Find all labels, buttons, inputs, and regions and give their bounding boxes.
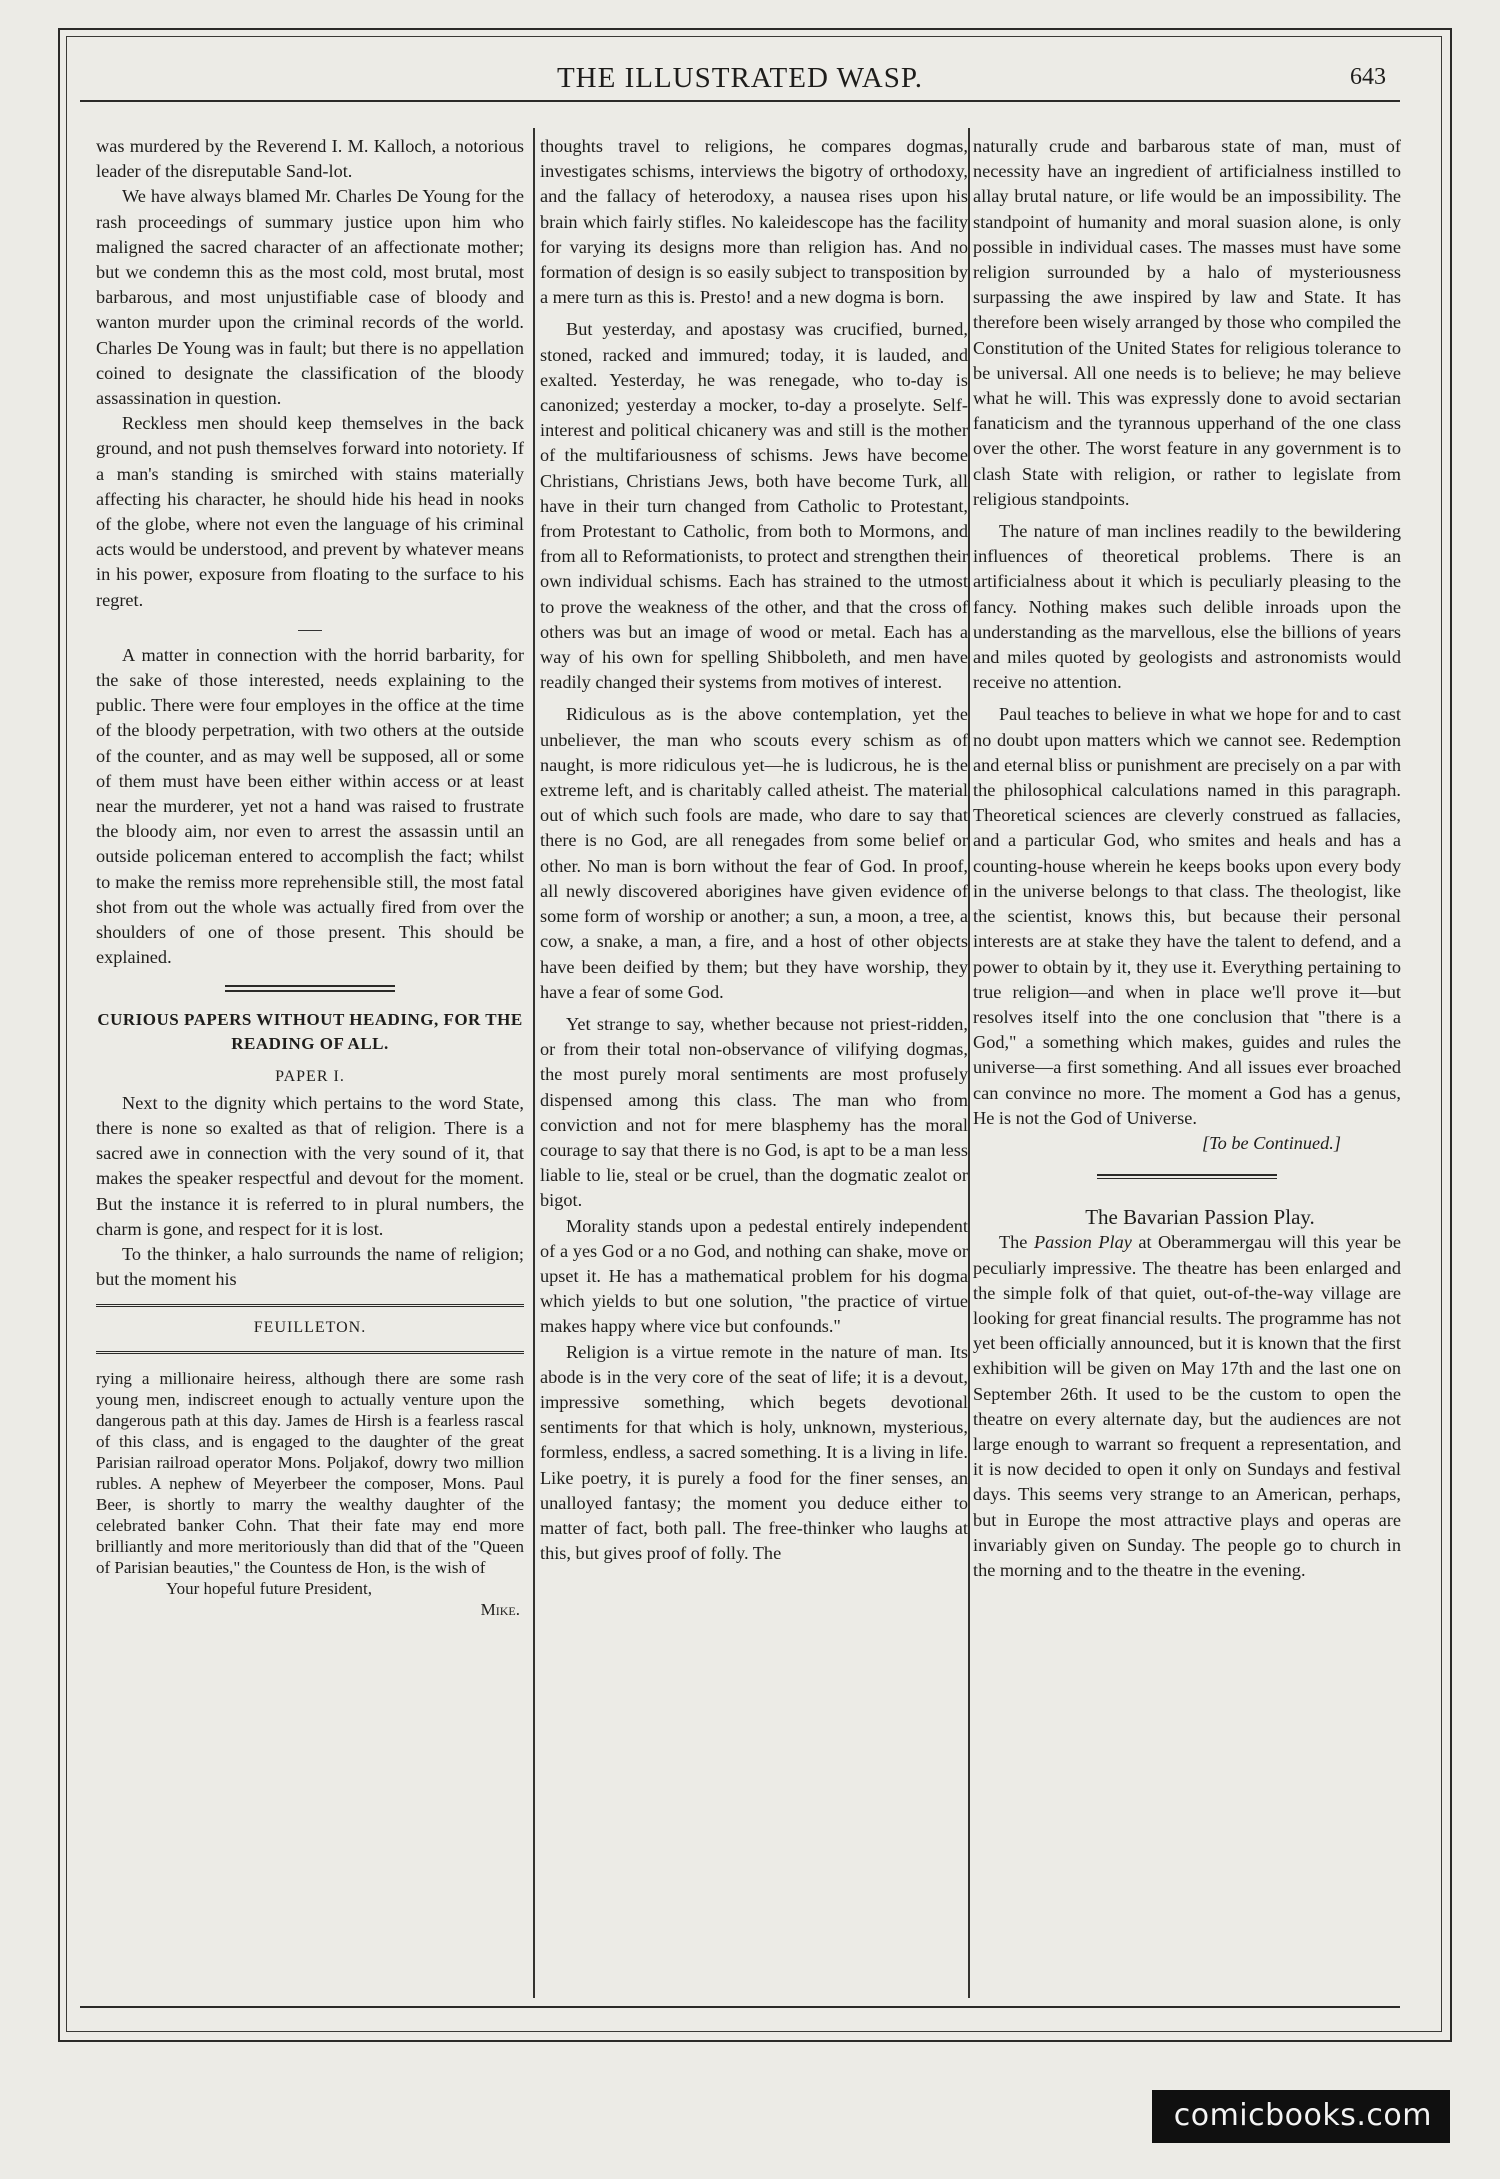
- page-number: 643: [1350, 64, 1386, 90]
- paragraph: naturally crude and barbarous state of man, must of necessity have an ingredient of artificialness instilled to allay brutal nature, or life would be an impossibility. The standpoint of humanity and moral suasion alone, is only possible in individual cases. The masses must have some religion surrounded by a halo of mysteriousness surpassing the awe inspired by law and State. It has therefore been wisely arranged by those who compiled the Constitution of the United States for religious tolerance to be universal. All one needs is to believe; he may believe what he will. This was expressly done to avoid sectarian fanaticism and the tyrannous upperhand of the one class over the other. The worst feature in any government is to clash State with religion, or rather to legislate from religious standpoints.: [973, 136, 1401, 509]
- feuilleton-body: rying a millionaire heiress, although there are some rash young men, indiscreet enough to actually venture upon the dangerous path at this day. James de Hirsh is a fearless rascal of this class, and is engaged to the daughter of the great Parisian railroad operator Mons. Poljakof, dowry two million rubles. A nephew of Meyerbeer the composer, Mons. Paul Beer, is shortly to marry the wealthy daughter of the celebrated banker Cohn. That their fate may end more brilliantly and more meritoriously than did that of the "Queen of Parisian beauties," the Countess de Hon, is the wish of: [96, 1368, 524, 1577]
- paragraph: A matter in connection with the horrid barbarity, for the sake of those interested, needs explaining to the public. There were four employes in the office at the time of the bloody perpetration, with two others at the outside of the counter, and as may well be supposed, all or some of them must have been either within access or at least near the murderer, yet not a hand was raised to frustrate the bloody aim, nor even to arrest the assassin until an outside policeman entered to accomplish the fact; whilst to make the remiss more reprehensible still, the most fatal shot from out the whole was actually fired from over the shoulders of one of those present. This should be explained.: [96, 644, 524, 968]
- masthead-title: THE ILLUSTRATED WASP.: [556, 62, 924, 94]
- paragraph: Paul teaches to believe in what we hope for and to cast no doubt upon matters which we cannot see. Redemption and eternal bliss or punishment are precisely on a par with the philosophical calculations named in this paragraph. Theoretical sciences are cleverly construed as fallacies, and a particular God, who smites and heals and has a counting-house wherein he keeps books upon every body in the universe belongs to that class. The theologist, like the scientist, knows this, but because their personal interests are at stake they have the talent to defend, and a power to obtain by it, they use it. Everything pertaining to true religion—and when in place we'll prove it—but resolves itself into the one conclusion that "there is a God," a something which makes, guides and rules the universe—a first something. And all issues ever broached can convince no more. The moment a God has a genus, He is not the God of Universe.: [973, 704, 1401, 1128]
- watermark-logo: comicbooks.com: [1152, 2090, 1450, 2143]
- column-divider-2: [968, 128, 970, 1998]
- column-1: [96, 134, 524, 1620]
- feuilleton-heading: FEUILLETON.: [96, 1304, 524, 1353]
- paragraph: thoughts travel to religions, he compares dogmas, investigates schisms, interviews the bigotry of orthodoxy, and the fallacy of heterodoxy, a nausea rises upon his brain which fairly stifles. No kaleidescope has the facility for varying its designs more than religion has. And no formation of design is so easily subject to transposition by a mere turn as this is. Presto! and a new dogma is born.: [540, 136, 968, 308]
- article-rule: [1097, 1174, 1277, 1179]
- paragraph: The nature of man inclines readily to the bewildering influences of theoretical problems. There is an artificialness about it which is peculiarly pleasing to the fancy. Nothing makes such delible inroads upon the understanding as the marvellous, else the billions of years and miles quoted by geologists and astronomists would receive no attention.: [973, 521, 1401, 693]
- paragraph: Religion is a virtue remote in the nature of man. Its abode is in the very core of the seat of life; it is a devout, impressive something, which begets devotional sentiments for that which is holy, unknown, mysterious, formless, endless, a sacred something. It is a living in life. Like poetry, it is purely a food for the finer senses, an unalloyed fantasy; the moment you deduce either to matter of fact, both pall. The free-thinker who laughs at this, but gives proof of folly. The: [540, 1341, 968, 1564]
- paragraph: Yet strange to say, whether because not priest-ridden, or from their total non-observance of vilifying dogmas, the most purely moral sentiments are most profusely dispensed among this class. The man who from conviction and not for mere blasphemy has the moral courage to say that there is no God, is apt to be a man less liable to lie, steal or be cruel, than the dogmatic zealot or bigot.: [540, 1013, 968, 1211]
- feuilleton-closing: Your hopeful future President,: [166, 1578, 373, 1598]
- paper-heading: PAPER I.: [275, 1067, 345, 1085]
- separator-dash: [96, 619, 524, 631]
- paragraph: We have always blamed Mr. Charles De Young for the rash proceedings of summary justice upon him who maligned the sacred character of an affectionate mother; but we condemn this as the most cold, most brutal, most barbarous, and most unjustifiable case of bloody and wanton murder upon the criminal records of the world. Charles De Young was in fault; but there is no appellation coined to designate the classification of the bloody assassination in question.: [96, 186, 524, 409]
- article-body: [973, 1230, 1401, 1583]
- column-3: [973, 134, 1401, 1583]
- masthead-rule: [80, 100, 1400, 102]
- article-emphasis: Passion Play: [1033, 1232, 1132, 1253]
- paragraph: But yesterday, and apostasy was crucified, burned, stoned, racked and immured; today, it is lauded, and exalted. Yesterday, he was renegade, who to-day is canonized; yesterday a mocker, to-day a proselyte. Self-interest and political chicanery was and still is the mother of the multifariousness of schisms. Jews have become Christians, Christians Jews, both have become Turk, all have in their turn changed from Catholic to Protestant, from Protestant to Catholic, from both to Mormons, and from all to Reformationists, to protect and strengthen their own individual schisms. Each has strained to the utmost to prove the weakness of the other, and that the cross of others was but an image of wood or metal. Each has a way of his own for spelling Shibboleth, and men have readily changed their systems from motives of interest.: [540, 319, 968, 693]
- feuilleton-signature: Mike.: [480, 1599, 520, 1619]
- paragraph: Reckless men should keep themselves in the back ground, and not push themselves forward into notoriety. If a man's standing is smirched with stains materially affecting his character, he should hide his head in nooks of the globe, where not even the language of his criminal acts would be understood, and prevent by whatever means in his power, exposure from floating to the surface to his regret.: [96, 413, 524, 610]
- column-2: [540, 134, 968, 1566]
- paragraph: was murdered by the Reverend I. M. Kalloch, a notorious leader of the disreputable Sand-lot.: [96, 136, 524, 182]
- paragraph: Morality stands upon a pedestal entirely independent of a yes God or a no God, and nothing can shake, move or upset it. He has a mathematical problem for his dogma which yields to but one solution, "the practice of virtue makes happy where vice but confounds.": [540, 1215, 968, 1337]
- column-divider-1: [533, 128, 535, 1998]
- paragraph: To the thinker, a halo surrounds the name of religion; but the moment his: [96, 1243, 524, 1290]
- section-heading: CURIOUS PAPERS WITHOUT HEADING, FOR THE READING OF ALL.: [97, 1009, 523, 1053]
- paragraph: Ridiculous as is the above contemplation, yet the unbeliever, the man who scouts every schism as of naught, is more ridiculous yet—he is ludicrous, he is the extreme left, and is charitably called atheist. The material out of which such fools are made, who dare to say that there is no God, are all renegades from some belief or other. No man is born without the fear of God. In proof, all newly discovered aborigines have given evidence of some form of worship or another; a sun, a moon, a tree, a cow, a snake, a man, a fire, and a host of other objects have been deified by them; but they have worship, they have a fear of some God.: [540, 704, 968, 1002]
- masthead: [80, 62, 1400, 102]
- section-rule: [225, 985, 395, 992]
- feuilleton-text: [96, 1368, 524, 1620]
- article-text: at Oberammergau will this year be peculiarly impressive. The theatre has been enlarged and the simple folk of that quiet, out-of-the-way village are looking for great financial results. The programme has not yet been officially announced, but it is known that the first exhibition will be given on May 17th and the last one on September 26th. It used to be the custom to open the theatre on every alternate day, but the audiences are not large enough to warrant so frequent a representation, and it is now decided to open it only on Sundays and festival days. This seems very strange to an American, perhaps, but in Europe the most attractive plays and operas are invariably given on Sunday. The people go to church in the morning and to the theatre in the evening.: [973, 1232, 1402, 1580]
- to-be-continued: [To be Continued.]: [1202, 1132, 1341, 1153]
- paragraph: Next to the dignity which pertains to the word State, there is none so exalted as that of religion. There is a sacred awe in connection with the very sound of it, that makes the speaker respectful and devout for the moment. But the instance it is referred to in plural numbers, the charm is gone, and respect for it is lost.: [96, 1092, 524, 1239]
- article-text: The: [999, 1232, 1034, 1253]
- article-title: The Bavarian Passion Play.: [1085, 1205, 1315, 1230]
- footer-rule: [80, 2006, 1400, 2008]
